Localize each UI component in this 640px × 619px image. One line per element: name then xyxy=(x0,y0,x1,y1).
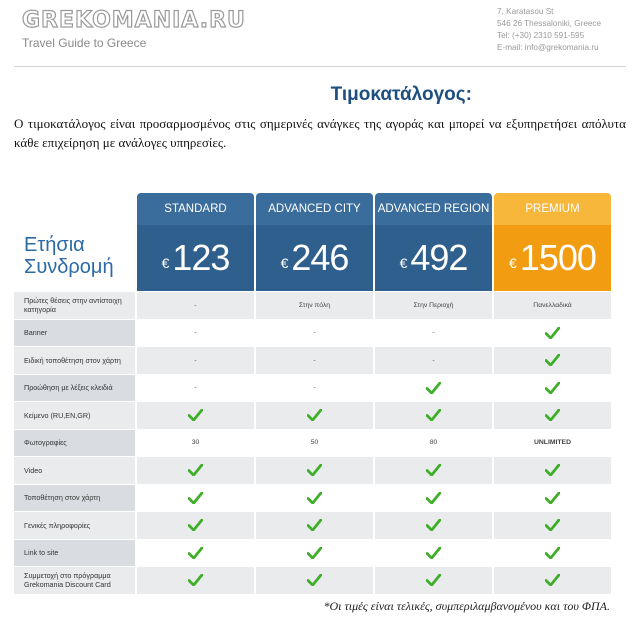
check-icon-cell xyxy=(494,512,611,539)
currency-symbol: € xyxy=(509,255,517,271)
table-row xyxy=(14,566,611,594)
table-row xyxy=(14,401,611,429)
feature-label: Τοποθέτηση στον χάρτη xyxy=(14,485,135,512)
table-row xyxy=(14,429,611,457)
check-icon xyxy=(426,574,441,586)
check-icon-cell xyxy=(256,540,373,567)
plan-name: ADVANCED CITY xyxy=(256,193,373,225)
contact-block xyxy=(497,6,601,54)
check-icon-cell xyxy=(375,540,492,567)
logo xyxy=(22,8,246,50)
feature-value: - xyxy=(137,320,254,347)
check-icon-cell xyxy=(494,375,611,402)
price-amount: 123 xyxy=(172,237,230,278)
check-icon xyxy=(307,519,322,531)
check-icon xyxy=(188,492,203,504)
check-icon-cell xyxy=(137,402,254,429)
table-row xyxy=(14,539,611,567)
check-icon-cell xyxy=(494,485,611,512)
footnote: *Οι τιμές είναι τελικές, συμπεριλαμβανομένου και του ΦΠΑ. xyxy=(323,599,610,613)
check-icon-cell xyxy=(494,540,611,567)
check-icon xyxy=(545,354,560,366)
check-icon xyxy=(545,409,560,421)
header-divider xyxy=(14,66,626,67)
check-icon xyxy=(426,492,441,504)
feature-value: - xyxy=(375,320,492,347)
feature-value: - xyxy=(137,375,254,402)
check-icon xyxy=(188,547,203,559)
feature-label: Video xyxy=(14,457,135,484)
currency-symbol: € xyxy=(280,255,289,271)
check-icon-cell xyxy=(137,485,254,512)
intro-paragraph: Ο τιμοκατάλογος είναι προσαρμοσμένος στις σημερινές ανάγκες της αγοράς και μπορεί να εξυπηρετήσει απόλυτα κάθε επιχείρηση με ανάλογες υπηρεσίες. xyxy=(14,116,626,150)
table-row xyxy=(14,319,611,347)
contact-email: E-mail: info@grekomania.ru xyxy=(497,43,599,52)
check-icon xyxy=(188,464,203,476)
check-icon-cell xyxy=(137,457,254,484)
check-icon xyxy=(545,574,560,586)
feature-label: Προώθηση με λέξεις κλειδιά xyxy=(14,375,135,402)
feature-value: 50 xyxy=(256,430,373,457)
check-icon-cell xyxy=(256,485,373,512)
check-icon xyxy=(307,492,322,504)
page-title: Τιμοκατάλογος: xyxy=(330,84,472,105)
check-icon xyxy=(426,519,441,531)
price-amount: 246 xyxy=(291,237,349,278)
feature-value: 80 xyxy=(375,430,492,457)
feature-value: - xyxy=(256,347,373,374)
plan-advanced-region xyxy=(375,193,492,291)
check-icon-cell xyxy=(494,320,611,347)
feature-value: Στην Περιοχή xyxy=(375,292,492,319)
check-icon-cell xyxy=(494,347,611,374)
plan-price xyxy=(494,225,611,291)
check-icon-cell xyxy=(375,402,492,429)
table-row xyxy=(14,511,611,539)
check-icon-cell xyxy=(256,402,373,429)
check-icon xyxy=(426,409,441,421)
check-icon-cell xyxy=(137,540,254,567)
check-icon-cell xyxy=(256,457,373,484)
check-icon-cell xyxy=(137,512,254,539)
feature-value: Πανελλαδικά xyxy=(494,292,611,319)
check-icon xyxy=(426,464,441,476)
check-icon-cell xyxy=(494,402,611,429)
plan-name: ADVANCED REGION xyxy=(375,193,492,225)
contact-city: 546 26 Thessaloniki, Greece xyxy=(497,19,602,28)
check-icon-cell xyxy=(256,567,373,594)
check-icon xyxy=(307,464,322,476)
check-icon-cell xyxy=(375,457,492,484)
check-icon xyxy=(188,574,203,586)
plan-price xyxy=(137,225,254,291)
feature-value: - xyxy=(137,292,254,319)
annual-subscription-cell xyxy=(14,221,135,291)
pricing-header-row xyxy=(14,193,611,291)
currency-symbol: € xyxy=(399,255,408,271)
table-row xyxy=(14,484,611,512)
feature-label: Banner xyxy=(14,320,135,347)
check-icon-cell xyxy=(375,512,492,539)
feature-label: Πρώτες θέσεις στην αντίστοιχη κατηγορία xyxy=(14,292,135,319)
check-icon xyxy=(426,382,441,394)
plan-name: PREMIUM xyxy=(494,193,611,225)
feature-label: Φωτογραφίες xyxy=(14,430,135,457)
feature-value: - xyxy=(256,320,373,347)
feature-label: Γενικές πληροφορίες xyxy=(14,512,135,539)
plan-price xyxy=(256,225,373,291)
feature-label: Link to site xyxy=(14,540,135,567)
feature-label: Συμμετοχή στο πρόγραμμα Grekomania Discount Card xyxy=(14,567,135,594)
feature-value: 30 xyxy=(137,430,254,457)
plan-advanced-city xyxy=(256,193,373,291)
table-row xyxy=(14,346,611,374)
check-icon xyxy=(307,409,322,421)
feature-value: - xyxy=(256,375,373,402)
feature-value: - xyxy=(137,347,254,374)
plan-standard xyxy=(137,193,254,291)
check-icon-cell xyxy=(494,457,611,484)
plan-price xyxy=(375,225,492,291)
plan-name: STANDARD xyxy=(137,193,254,225)
feature-value: Στην πόλη xyxy=(256,292,373,319)
table-row xyxy=(14,291,611,319)
check-icon-cell xyxy=(494,567,611,594)
currency-symbol: € xyxy=(161,255,170,271)
feature-value: UNLIMITED xyxy=(494,430,611,457)
check-icon-cell xyxy=(256,512,373,539)
price-amount: 1500 xyxy=(519,237,596,278)
check-icon xyxy=(545,327,560,339)
check-icon-cell xyxy=(375,567,492,594)
check-icon xyxy=(545,464,560,476)
plan-premium xyxy=(494,193,611,291)
feature-label: Ειδική τοποθέτηση στον χάρτη xyxy=(14,347,135,374)
check-icon xyxy=(545,547,560,559)
check-icon xyxy=(188,519,203,531)
check-icon-cell xyxy=(375,375,492,402)
check-icon xyxy=(426,547,441,559)
check-icon xyxy=(545,519,560,531)
check-icon xyxy=(188,409,203,421)
contact-address: 7, Karatasou St xyxy=(497,7,554,16)
feature-value: - xyxy=(375,347,492,374)
logo-text: GREKOMANIA.RU xyxy=(22,8,246,33)
contact-phone: Tel: (+30) 2310 591-595 xyxy=(497,31,585,40)
check-icon-cell xyxy=(375,485,492,512)
table-row xyxy=(14,374,611,402)
feature-label: Κείμενο (RU,EN,GR) xyxy=(14,402,135,429)
feature-rows xyxy=(14,291,611,594)
logo-tagline: Travel Guide to Greece xyxy=(22,36,147,50)
pricing-table xyxy=(14,193,611,594)
price-amount: 492 xyxy=(410,237,468,278)
check-icon xyxy=(545,492,560,504)
check-icon xyxy=(307,574,322,586)
check-icon xyxy=(545,382,560,394)
check-icon-cell xyxy=(137,567,254,594)
table-row xyxy=(14,456,611,484)
check-icon xyxy=(307,547,322,559)
annual-subscription-label: Ετήσια Συνδρομή xyxy=(24,234,114,278)
